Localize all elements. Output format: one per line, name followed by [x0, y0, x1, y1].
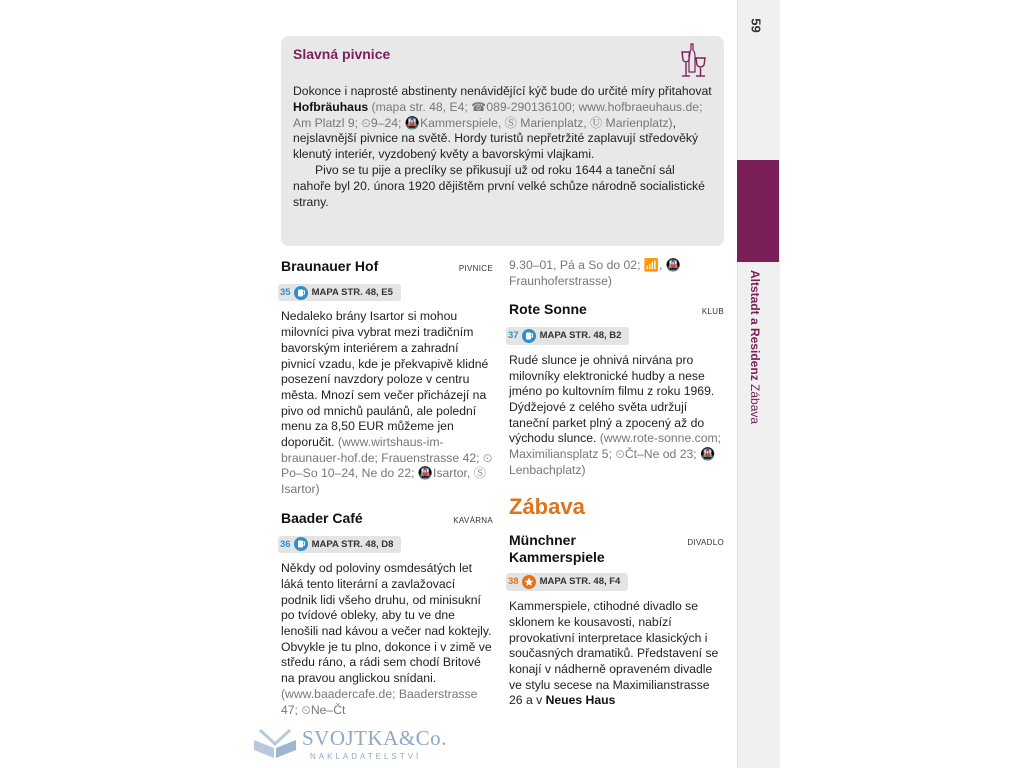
- feature-text: Dokonce i naprosté abstinenty nenávidějící kýč bude do určité míry přitahovat: [293, 84, 712, 98]
- star-icon: [522, 575, 536, 589]
- entry-number: 35: [280, 286, 291, 298]
- column-right: [509, 258, 724, 709]
- entry-title: Braunauer Hof: [281, 258, 379, 274]
- entry-text: Někdy od poloviny osmdesátých let láká tento literární a zavlažovací podnik lidi všeho druhu, od minisukní po tvídové obleky, aby tu ve dne lenošili nad kávou a večer nad koktejly. Obvykle je tu plno, dokonce i v zimě ve středu ráno, a rádi sem chodí Britové na pravou anglickou snídani.: [281, 561, 492, 686]
- venue-name: Hofbräuhaus: [293, 99, 369, 114]
- entry-title: Münchner Kammerspiele: [509, 532, 605, 566]
- entry-category: KAVÁRNA: [453, 515, 493, 525]
- entry-text: Kammerspiele, ctihodné divadlo se sklonem ke kousavosti, nabízí provokativní interpretace klasických i současných dramatiků. Představení se konají v nádherně opraveném divadle ve stylu secese na Maximilianstrasse 26 a v: [509, 599, 719, 708]
- entry-number: 38: [508, 576, 519, 588]
- entry-meta: (www.baadercafe.de; Baaderstrasse 47; ⏲Ne–Čt: [281, 686, 478, 717]
- entry-category: DIVADLO: [687, 538, 724, 548]
- listing-entry: [509, 532, 724, 709]
- map-reference: [278, 536, 401, 554]
- running-head: [742, 270, 762, 460]
- entry-title: Rote Sonne: [509, 301, 587, 318]
- entry-text: Nedaleko brány Isartor si mohou milovníci piva vybrat mezi tradičním bavorským interiérem a zahradní pivnicí vzadu, kde je překvapivě klidné posezení navzdory poloze v centru města. Mnozí sem večer přicházejí na pivo od mnichů paulánů, ale polední menu za 8,50 EUR můžeme jen doporučit.: [281, 309, 489, 450]
- entry-text: Rudé slunce je ohnivá nirvána pro milovníky elektronické hudby a nese jméno po kultovním filmu z roku 1969. Dýdžejové z celého světa udržují taneční parket plný a zpocený až do východu slunce.: [509, 352, 715, 446]
- publisher-name: SVOJTKA&Co.: [302, 726, 447, 750]
- venue-meta: (mapa str. 48, E4; ☎089-290136100; www.hofbraeuhaus.de; Am Platzl 9; ⏲9–24; 🚇Kammerspiele, Ⓢ Marienplatz, Ⓤ Marienplatz): [293, 99, 703, 130]
- feature-box-text: [293, 84, 713, 210]
- listing-entry: [281, 510, 493, 718]
- page-number: 59: [748, 18, 764, 33]
- entry-category: PIVNICE: [458, 264, 493, 273]
- beer-icon: [294, 286, 308, 300]
- entry-number: 36: [280, 538, 291, 550]
- entry-meta: (www.wirtshaus-im-braunauer-hof.de; Frauenstrasse 42; ⏲Po–So 10–24, Ne do 22; 🚇Isartor, Ⓢ Isartor): [281, 435, 493, 497]
- feature-box-paragraph-2: Pivo se tu pije a preclíky se přikusují už od roku 1644 a taneční sál nahoře byl 20. února 1920 dějištěm první velké schůze národně socialistické strany.: [293, 162, 705, 209]
- running-head-subsection: Zábava: [748, 384, 762, 425]
- feature-box-paragraph: [293, 84, 713, 163]
- beer-icon: [294, 537, 308, 551]
- running-head-section: Altstadt a Residenz: [748, 270, 762, 381]
- entry-bold-text: Neues Haus: [545, 693, 616, 708]
- map-reference: [278, 284, 401, 302]
- map-location: MAPA STR. 48, F4: [539, 576, 621, 588]
- publisher-watermark: [252, 722, 452, 768]
- book-logo-icon: [252, 728, 298, 760]
- entry-continuation: 9.30–01, Pá a So do 02; 📶, 🚇Fraunhoferstrasse): [509, 258, 681, 288]
- map-location: MAPA STR. 48, E5: [311, 286, 393, 298]
- entry-description: [509, 599, 724, 709]
- feature-text-cont: , nejslavnější pivnice na světě. Hordy turistů nepřetržité zaplavují středověký klenutý interiér, vyzdobený květy a bavorskými vlajkami.: [293, 115, 699, 162]
- listing-entry: [281, 258, 493, 498]
- feature-box-title: Slavná pivnice: [293, 46, 391, 62]
- entry-description: [281, 309, 493, 497]
- wine-glasses-icon: [678, 42, 712, 82]
- section-title: Zábava: [509, 494, 585, 520]
- listing-entry: [509, 301, 724, 478]
- chapter-tab: [737, 160, 779, 262]
- entry-description: [509, 353, 724, 479]
- map-location: MAPA STR. 48, B2: [539, 330, 622, 342]
- publisher-subtitle: NAKLADATELSTVÍ: [310, 752, 422, 761]
- entry-category: KLUB: [701, 307, 724, 317]
- entry-title: Baader Café: [281, 509, 363, 526]
- entry-description: [281, 561, 493, 718]
- entry-meta: (www.rote-sonne.com; Maximiliansplatz 5; ⏲Čt–Ne od 23; 🚇Lenbachplatz): [509, 431, 722, 477]
- beer-icon: [522, 329, 536, 343]
- map-location: MAPA STR. 48, D8: [311, 538, 394, 550]
- feature-box: [281, 36, 724, 246]
- map-reference: [506, 327, 629, 345]
- column-left: [281, 258, 493, 718]
- entry-number: 37: [508, 330, 519, 342]
- map-reference: [506, 573, 628, 591]
